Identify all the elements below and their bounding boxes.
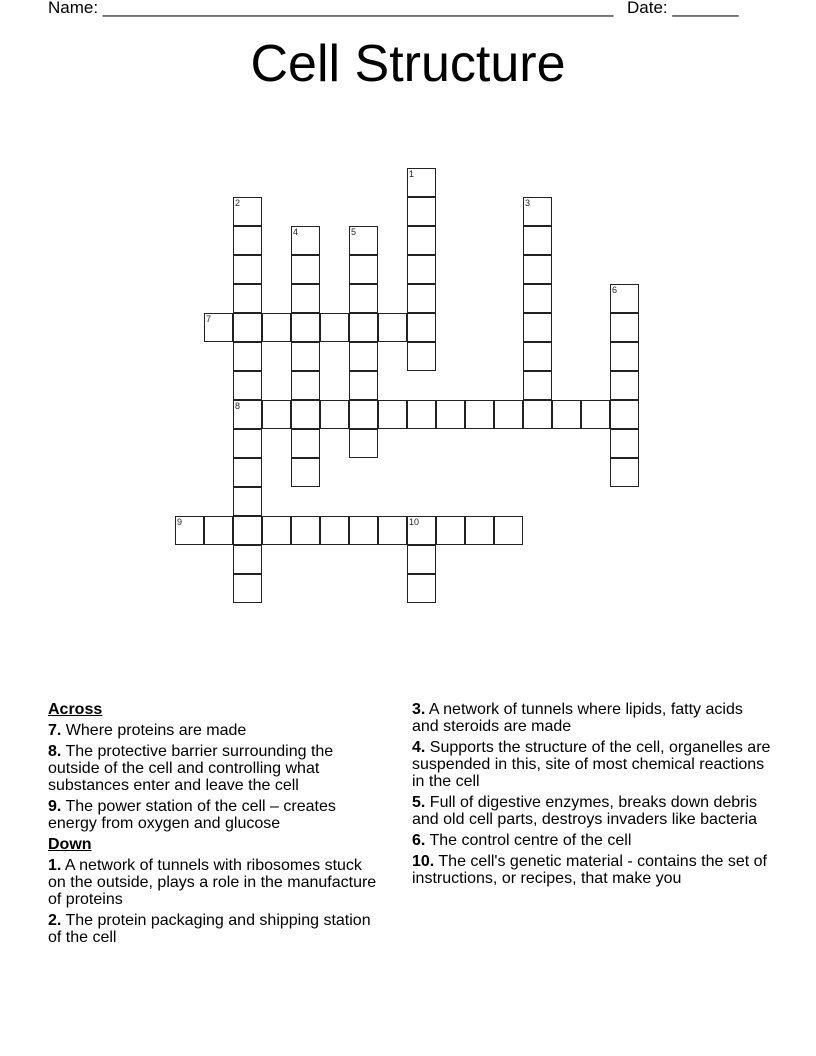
grid-cell[interactable] xyxy=(494,400,523,429)
grid-cell[interactable] xyxy=(262,516,291,545)
grid-cell[interactable] xyxy=(407,545,436,574)
clue-text: The cell's genetic material - contains the set of instructions, or recipes, that make you xyxy=(412,853,767,887)
grid-cell[interactable] xyxy=(465,516,494,545)
grid-cell[interactable] xyxy=(610,371,639,400)
clue-number: 3. xyxy=(412,701,426,718)
clue-across-9 xyxy=(48,798,378,832)
clues-column-left xyxy=(48,701,378,950)
grid-cell[interactable] xyxy=(523,197,552,226)
grid-cell[interactable] xyxy=(233,487,262,516)
clue-down-2 xyxy=(48,912,378,946)
grid-cell[interactable] xyxy=(349,284,378,313)
clue-number: 7. xyxy=(48,722,62,739)
grid-cell[interactable] xyxy=(523,255,552,284)
grid-cell[interactable] xyxy=(581,400,610,429)
clue-number: 4. xyxy=(412,739,426,756)
clue-text: Full of digestive enzymes, breaks down debris and old cell parts, destroys invaders like bacteria xyxy=(412,794,758,828)
grid-cell[interactable] xyxy=(407,313,436,342)
clue-number-label: 7 xyxy=(206,314,212,324)
grid-cell[interactable] xyxy=(233,545,262,574)
grid-cell[interactable] xyxy=(349,313,378,342)
grid-cell[interactable] xyxy=(494,516,523,545)
grid-cell[interactable] xyxy=(320,400,349,429)
grid-cell[interactable] xyxy=(204,516,233,545)
clue-across-8 xyxy=(48,743,378,794)
grid-cell[interactable] xyxy=(233,226,262,255)
grid-cell[interactable] xyxy=(233,458,262,487)
grid-cell[interactable] xyxy=(523,313,552,342)
grid-cell[interactable] xyxy=(349,255,378,284)
clue-text: Supports the structure of the cell, organelles are suspended in this, site of most chemical reactions in the cell xyxy=(412,739,771,790)
clue-text: The protein packaging and shipping station of the cell xyxy=(48,912,371,946)
grid-cell[interactable] xyxy=(407,226,436,255)
grid-cell[interactable] xyxy=(523,400,552,429)
grid-cell[interactable] xyxy=(291,342,320,371)
clues-column-right xyxy=(412,701,772,891)
clue-number: 6. xyxy=(412,832,426,849)
clue-down-3 xyxy=(412,701,772,735)
grid-cell[interactable] xyxy=(610,400,639,429)
page-title: Cell Structure xyxy=(250,35,566,93)
grid-cell[interactable] xyxy=(291,284,320,313)
grid-cell[interactable] xyxy=(610,429,639,458)
grid-cell[interactable] xyxy=(610,458,639,487)
grid-cell[interactable] xyxy=(523,284,552,313)
grid-cell[interactable] xyxy=(349,342,378,371)
grid-cell[interactable] xyxy=(378,516,407,545)
grid-cell[interactable] xyxy=(407,342,436,371)
grid-cell[interactable] xyxy=(175,516,204,545)
grid-cell[interactable] xyxy=(233,255,262,284)
grid-cell[interactable] xyxy=(233,429,262,458)
clue-down-5 xyxy=(412,794,772,828)
clue-text: The protective barrier surrounding the outside of the cell and controlling what substances enter and leave the cell xyxy=(48,743,334,794)
grid-cell[interactable] xyxy=(291,313,320,342)
clue-text: A network of tunnels with ribosomes stuck on the outside, plays a role in the manufacture of proteins xyxy=(48,857,377,908)
grid-cell[interactable] xyxy=(262,313,291,342)
grid-cell[interactable] xyxy=(291,400,320,429)
grid-cell[interactable] xyxy=(291,516,320,545)
grid-cell[interactable] xyxy=(320,313,349,342)
grid-cell[interactable] xyxy=(349,371,378,400)
name-field-label: Name: ______________________________________________________ xyxy=(48,0,614,17)
grid-cell[interactable] xyxy=(291,226,320,255)
grid-cell[interactable] xyxy=(233,342,262,371)
grid-cell[interactable] xyxy=(233,400,262,429)
clue-number: 8. xyxy=(48,743,62,760)
grid-cell[interactable] xyxy=(407,400,436,429)
clue-number-label: 6 xyxy=(612,285,618,295)
clue-text: A network of tunnels where lipids, fatty acids and steroids are made xyxy=(412,701,743,735)
clue-number: 1. xyxy=(48,857,62,874)
grid-cell[interactable] xyxy=(407,574,436,603)
clue-number: 9. xyxy=(48,798,62,815)
grid-cell[interactable] xyxy=(233,284,262,313)
date-field-label: Date: _______ xyxy=(627,0,739,17)
grid-cell[interactable] xyxy=(436,400,465,429)
clue-text: The control centre of the cell xyxy=(425,832,632,849)
clue-number-label: 9 xyxy=(177,517,183,527)
grid-cell[interactable] xyxy=(610,342,639,371)
clue-number-label: 2 xyxy=(235,198,241,208)
grid-cell[interactable] xyxy=(291,371,320,400)
clue-across-7 xyxy=(48,722,378,739)
grid-cell[interactable] xyxy=(233,516,262,545)
grid-cell[interactable] xyxy=(378,313,407,342)
grid-cell[interactable] xyxy=(407,284,436,313)
grid-cell[interactable] xyxy=(262,400,291,429)
grid-cell[interactable] xyxy=(233,197,262,226)
grid-cell[interactable] xyxy=(233,574,262,603)
grid-cell[interactable] xyxy=(320,516,349,545)
clue-number-label: 5 xyxy=(351,227,357,237)
clue-number-label: 1 xyxy=(409,169,415,179)
grid-cell[interactable] xyxy=(349,429,378,458)
clue-number-label: 10 xyxy=(409,517,420,527)
grid-cell[interactable] xyxy=(291,458,320,487)
grid-cell[interactable] xyxy=(291,255,320,284)
grid-cell[interactable] xyxy=(407,197,436,226)
grid-cell[interactable] xyxy=(523,342,552,371)
grid-cell[interactable] xyxy=(610,284,639,313)
grid-cell[interactable] xyxy=(349,400,378,429)
clue-down-10 xyxy=(412,853,772,887)
grid-cell[interactable] xyxy=(233,313,262,342)
grid-cell[interactable] xyxy=(204,313,233,342)
clue-text: Where proteins are made xyxy=(61,722,247,739)
grid-cell[interactable] xyxy=(378,400,407,429)
grid-cell[interactable] xyxy=(407,255,436,284)
clue-down-4 xyxy=(412,739,772,790)
clue-text: The power station of the cell – creates energy from oxygen and glucose xyxy=(48,798,336,832)
clue-number: 5. xyxy=(412,794,426,811)
grid-cell[interactable] xyxy=(349,226,378,255)
clue-down-1 xyxy=(48,857,378,908)
grid-cell[interactable] xyxy=(291,429,320,458)
grid-cell[interactable] xyxy=(523,371,552,400)
grid-cell[interactable] xyxy=(523,226,552,255)
grid-cell[interactable] xyxy=(436,516,465,545)
clue-number-label: 8 xyxy=(235,401,241,411)
clue-number-label: 3 xyxy=(525,198,531,208)
grid-cell[interactable] xyxy=(233,371,262,400)
grid-cell[interactable] xyxy=(552,400,581,429)
grid-cell[interactable] xyxy=(610,313,639,342)
clue-number: 10. xyxy=(412,853,435,870)
across-heading: Across xyxy=(48,701,103,718)
grid-cell[interactable] xyxy=(407,168,436,197)
grid-cell[interactable] xyxy=(407,516,436,545)
clue-number-label: 4 xyxy=(293,227,299,237)
clue-number: 2. xyxy=(48,912,62,929)
clue-down-6 xyxy=(412,832,772,849)
down-heading: Down xyxy=(48,836,92,853)
grid-cell[interactable] xyxy=(349,516,378,545)
grid-cell[interactable] xyxy=(465,400,494,429)
